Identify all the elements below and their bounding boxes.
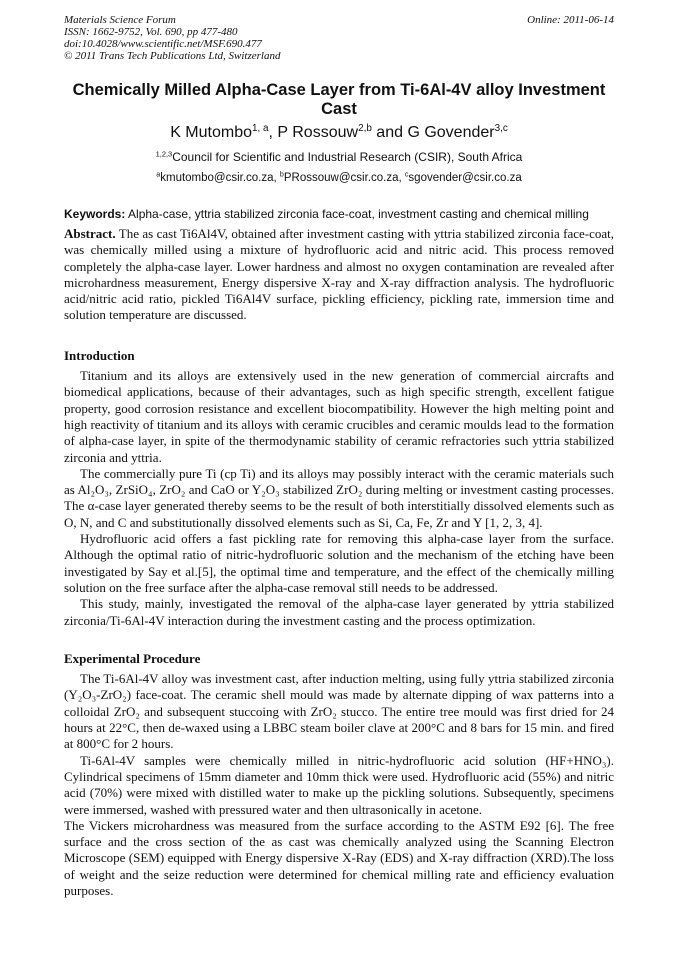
online-date: Online: 2011-06-14: [527, 14, 614, 26]
author-separator: and: [371, 124, 408, 141]
paragraph: Titanium and its alloys are extensively used in the new generation of commercial aircrafts and biomedical applications, because of their advantages, such as high specific strength, excellent fatigue property, good corrosion resistance and excellent biocompatibility. However the high melting point and high reactivity of titanium and its alloys with ceramic crucibles and ceramic moulds lead to the formation of alpha-case layer, in spite of the thermodynamic stability of ceramic refractories such yttria stabilized zirconia and yttria.: [64, 368, 614, 465]
author: P Rossouw: [277, 124, 359, 141]
abstract: [64, 226, 614, 324]
email-marker: a: [156, 170, 161, 179]
author: K Mutombo: [170, 124, 252, 141]
keywords: [64, 207, 616, 221]
abstract-label: Abstract.: [64, 226, 116, 241]
doi: doi:10.4028/www.scientific.net/MSF.690.477: [64, 38, 262, 50]
keywords-text: Alpha-case, yttria stabilized zirconia face-coat, investment casting and chemical milling: [125, 207, 589, 221]
email-marker: c: [404, 170, 409, 179]
author: G Govender: [407, 124, 495, 141]
email[interactable]: kmutombo@csir.co.za,: [160, 172, 280, 184]
affiliation-text: Council for Scientific and Industrial Research (CSIR), South Africa: [172, 150, 523, 164]
issn: ISSN: 1662-9752, Vol. 690, pp 477-480: [64, 26, 238, 38]
paragraph: The Vickers microhardness was measured from the surface according to the ASTM E92 [6]. The free surface and the cross section of the as cast was chemically analyzed using the Scanning Electron Microscope (SEM) equipped with Energy dispersive X-Ray (EDS) and X-ray diffraction (XRD).The loss of weight and the seize reduction were determined for chemical milling rate and efficiency evaluation purposes.: [64, 817, 614, 898]
copyright: © 2011 Trans Tech Publications Ltd, Switzerland: [64, 50, 281, 62]
paragraph: The commercially pure Ti (cp Ti) and its alloys may possibly interact with the ceramic materials such as Al₂O₃, ZrSiO₄, ZrO₂ and CaO or Y₂O₃ stabilized ZrO₂ during melting or investment casting processes. The α-case layer generated thereby seems to be the result of both interstitially dissolved elements such as O, N, and C and substitutionally dissolved elements such as Si, Ca, Fe, Zr and Y [1, 2, 3, 4].: [64, 465, 614, 530]
author-list: [64, 124, 614, 142]
paragraph: Hydrofluoric acid offers a fast pickling rate for removing this alpha-case layer from the surface. Although the optimal ratio of nitric-hydrofluoric solution and the mechanism of the etching have been investigated by Say et al.[5], the optimal time and temperature, and the effect of the chemically milling solution on the free surface after the alpha-case removal still needs to be addressed.: [64, 531, 614, 595]
journal-name: Materials Science Forum: [64, 14, 176, 26]
section-heading-experimental: Experimental Procedure: [64, 650, 201, 666]
paper-body: [64, 226, 614, 899]
author-separator: ,: [268, 124, 278, 141]
paragraph: Ti-6Al-4V samples were chemically milled in nitric-hydrofluoric acid solution (HF+HNO₃). Cylindrical specimens of 15mm diameter and 10mm thick were used. Hydrofluoric acid (55%) and nitric acid (70%) were mixed with distilled water to make up the pickling solutions. Subsequently, specimens were immersed, washed with pressured water and then ultrasonically in acetone.: [64, 752, 614, 817]
section-heading-introduction: Introduction: [64, 347, 135, 363]
paper-title: Chemically Milled Alpha-Case Layer from Ti-6Al-4V alloy Investment Cast: [72, 81, 606, 118]
email[interactable]: sgovender@csir.co.za: [408, 172, 522, 184]
author-affil: 3,c: [494, 123, 508, 135]
author-affil: 1, a: [252, 123, 269, 135]
emails: [64, 172, 614, 184]
author-affil: 2,b: [358, 123, 372, 135]
affiliation-marker: 1,2,3: [155, 149, 173, 159]
paragraph: This study, mainly, investigated the removal of the alpha-case layer generated by yttria stabilized zirconia/Ti-6Al-4V interaction during the investment casting and the process optimization.: [64, 596, 614, 628]
abstract-text: The as cast Ti6Al4V, obtained after investment casting with yttria stabilized zirconia face-coat, was chemically milled using a mixture of hydrofluoric acid and nitric acid. This process removed completely the alpha-case layer. Lower hardness and almost no oxygen contamination are revealed after microhardness measurement, Energy dispersive X-ray and X-ray diffraction analysis. The hydrofluoric acid/nitric acid ratio, pickled Ti6Al4V surface, pickling efficiency, pickling rate, immersion time and solution temperature are discussed.: [64, 226, 614, 323]
email-marker: b: [279, 170, 284, 179]
keywords-label: Keywords:: [64, 207, 126, 221]
email[interactable]: PRossouw@csir.co.za,: [283, 172, 405, 184]
affiliation: [64, 150, 614, 164]
paragraph: The Ti-6Al-4V alloy was investment cast, after induction melting, using fully yttria stabilized zirconia (Y₂O₃-ZrO₂) face-coat. The ceramic shell mould was made by alternate dipping of wax patterns into a colloidal ZrO₂ and subsequent stuccoing with ZrO₂ stucco. The entire tree mould was first dried for 24 hours at 22°C, then de-waxed using a LBBC steam boiler clave at 200°C and 8 bars for 15 min. and fired at 800°C for 2 hours.: [64, 671, 614, 752]
journal-header: [64, 14, 280, 62]
